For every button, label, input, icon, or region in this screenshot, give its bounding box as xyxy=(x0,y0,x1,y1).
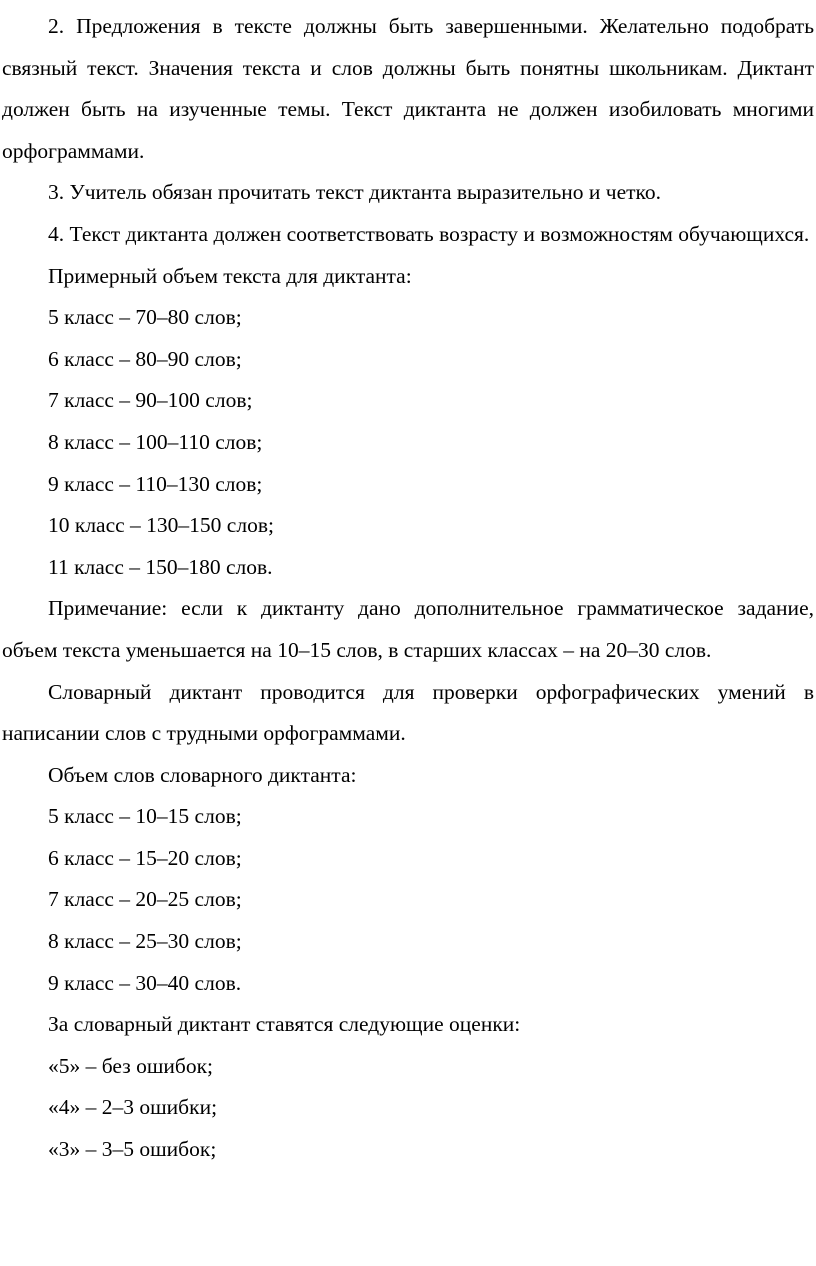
note-paragraph: Примечание: если к диктанту дано дополнительное грамматическое задание, объем текста уменьшается на 10–15 слов, в старших классах – на 20–30 слов. xyxy=(2,596,814,662)
volume-item: 11 класс – 150–180 слов. xyxy=(48,554,273,579)
volume-intro: Примерный объем текста для диктанта: xyxy=(48,263,412,288)
grade-item: «5» – без ошибок; xyxy=(48,1053,213,1078)
grades-intro: За словарный диктант ставятся следующие оценки: xyxy=(48,1012,521,1037)
dictation-volume-intro: Объем слов словарного диктанта: xyxy=(48,762,357,787)
volume-item: 9 класс – 110–130 слов; xyxy=(48,471,263,496)
dictation-volume-item: 8 класс – 25–30 слов; xyxy=(48,929,242,954)
volume-item: 8 класс – 100–110 слов; xyxy=(48,429,263,454)
grade-item: «3» – 3–5 ошибок; xyxy=(48,1137,217,1162)
dictation-volume-item: 7 класс – 20–25 слов; xyxy=(48,887,242,912)
dictation-volume-item: 9 класс – 30–40 слов. xyxy=(48,970,242,995)
dictation-volume-item: 5 класс – 10–15 слов; xyxy=(48,804,242,829)
dictation-volume-item: 6 класс – 15–20 слов; xyxy=(48,845,242,870)
volume-item: 7 класс – 90–100 слов; xyxy=(48,388,253,413)
paragraph-item-3: 3. Учитель обязан прочитать текст диктанта выразительно и четко. xyxy=(48,180,661,205)
volume-item: 10 класс – 130–150 слов; xyxy=(48,513,274,538)
dictation-purpose-paragraph: Словарный диктант проводится для проверки орфографических умений в написании слов с трудными орфограммами. xyxy=(2,679,814,746)
paragraph-item-4: 4. Текст диктанта должен соответствовать возрасту и возможностям обучающихся. xyxy=(48,221,810,246)
volume-item: 5 класс – 70–80 слов; xyxy=(48,305,242,330)
grade-item: «4» – 2–3 ошибки; xyxy=(48,1095,218,1120)
paragraph-item-2: 2. Предложения в тексте должны быть завершенными. Желательно подобрать связный текст. Значения текста и слов должны быть понятны школьникам. Диктант должен быть на изученные темы. Текст диктанта не должен изобиловать многими орфограммами. xyxy=(2,14,814,163)
volume-item: 6 класс – 80–90 слов; xyxy=(48,346,242,371)
